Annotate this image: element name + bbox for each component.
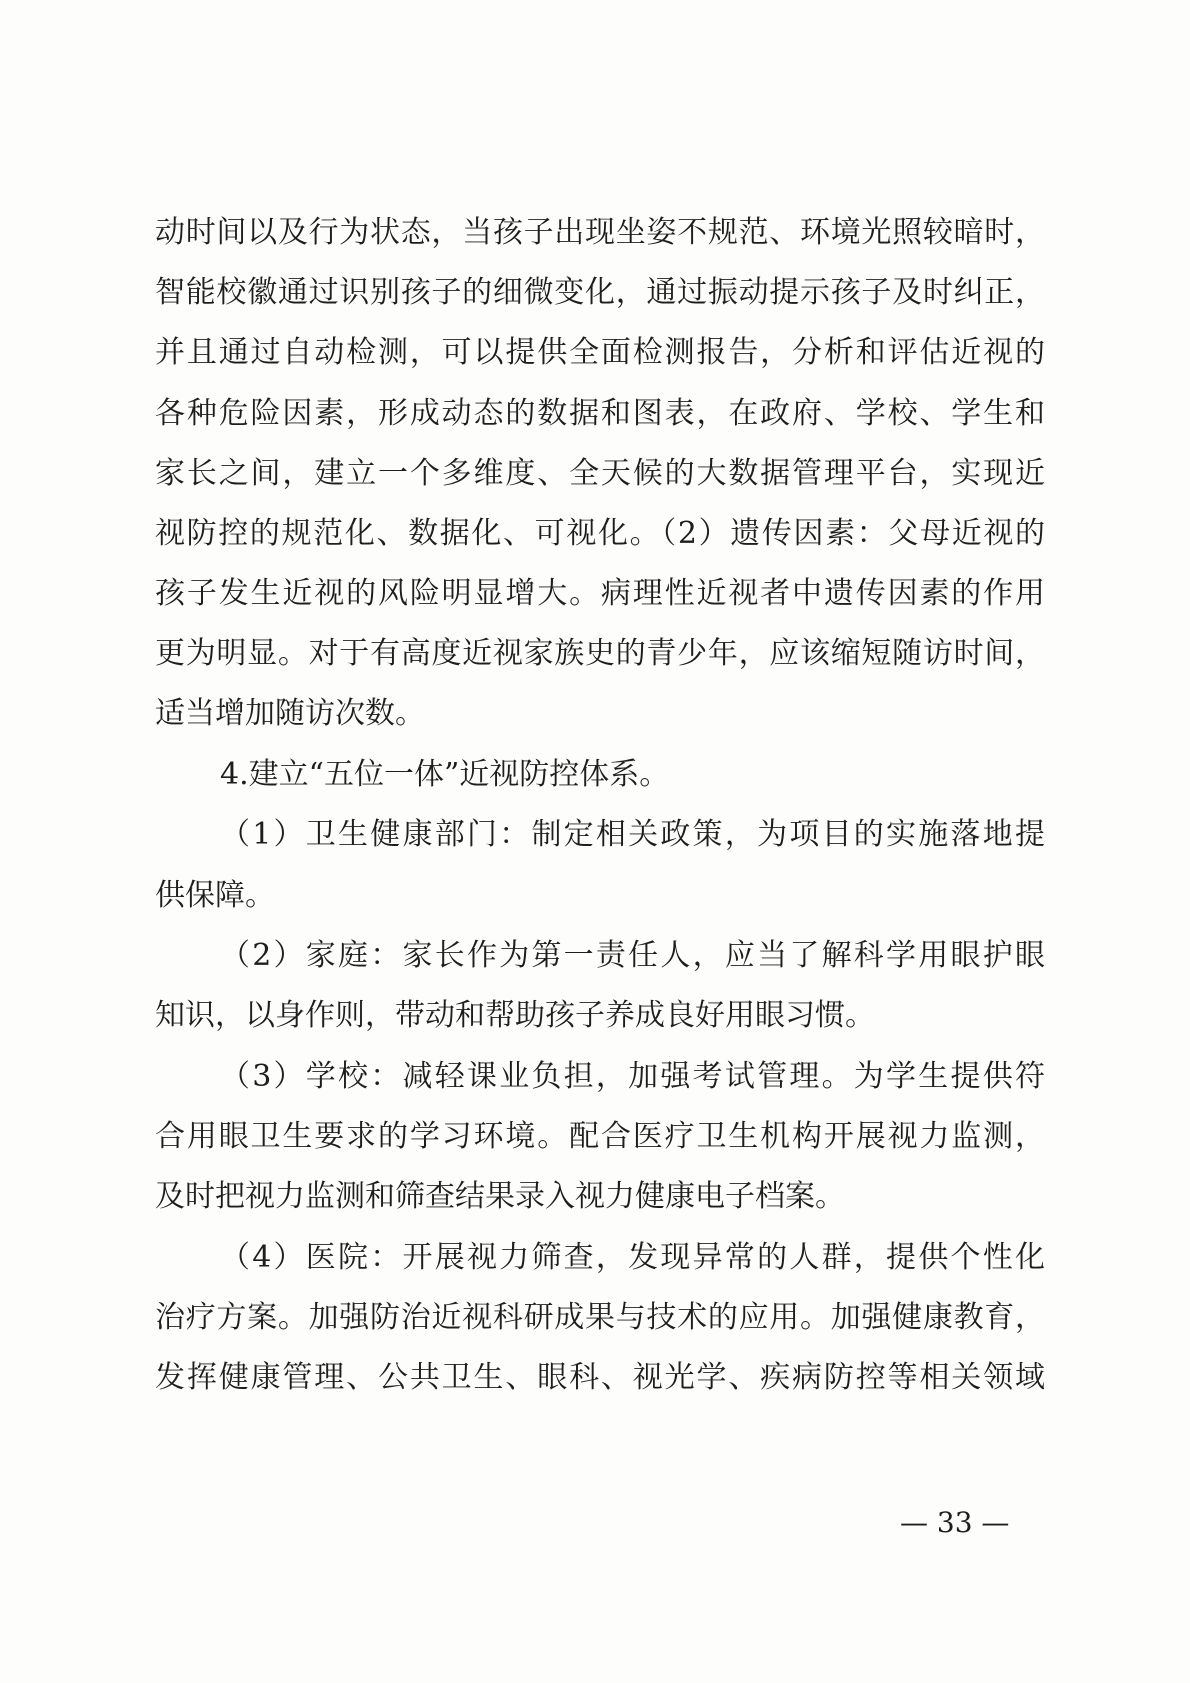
list-item-4-line: 发挥健康管理、公共卫生、眼科、视光学、疾病防控等相关领域 (155, 1360, 1045, 1395)
list-item-1-line: 供保障。 (155, 878, 275, 913)
list-item-1-line: （1）卫生健康部门：制定相关政策，为项目的实施落地提 (220, 817, 1045, 852)
body-text-line: 智能校徽通过识别孩子的细微变化，通过振动提示孩子及时纠正， (155, 275, 1045, 310)
list-item-4-line: 治疗方案。加强防治近视科研成果与技术的应用。加强健康教育， (155, 1300, 1045, 1335)
list-item-2-line: 知识，以身作则，带动和帮助孩子养成良好用眼习惯。 (155, 998, 875, 1033)
body-text-line: 各种危险因素，形成动态的数据和图表，在政府、学校、学生和 (155, 396, 1045, 431)
body-text-line: 家长之间，建立一个多维度、全天候的大数据管理平台，实现近 (155, 456, 1045, 491)
list-item-3-line: （3）学校：减轻课业负担，加强考试管理。为学生提供符 (220, 1059, 1045, 1094)
body-text-line: 视防控的规范化、数据化、可视化。（2）遗传因素：父母近视的 (155, 516, 1045, 551)
body-text-line: 动时间以及行为状态，当孩子出现坐姿不规范、环境光照较暗时， (155, 215, 1045, 250)
list-item-3-line: 合用眼卫生要求的学习环境。配合医疗卫生机构开展视力监测， (155, 1119, 1045, 1154)
page-number: — 33 — (900, 1506, 1010, 1539)
list-item-2-line: （2）家庭：家长作为第一责任人，应当了解科学用眼护眼 (220, 938, 1045, 973)
body-text-line: 适当增加随访次数。 (155, 696, 425, 731)
body-text-line: 并且通过自动检测，可以提供全面检测报告，分析和评估近视的 (155, 335, 1045, 370)
list-item-3-line: 及时把视力监测和筛查结果录入视力健康电子档案。 (155, 1179, 845, 1214)
section-heading: 4.建立“五位一体”近视防控体系。 (220, 757, 670, 792)
list-item-4-line: （4）医院：开展视力筛查，发现异常的人群，提供个性化 (220, 1240, 1045, 1275)
body-text-line: 更为明显。对于有高度近视家族史的青少年，应该缩短随访时间， (155, 636, 1045, 671)
body-text-line: 孩子发生近视的风险明显增大。病理性近视者中遗传因素的作用 (155, 576, 1045, 611)
